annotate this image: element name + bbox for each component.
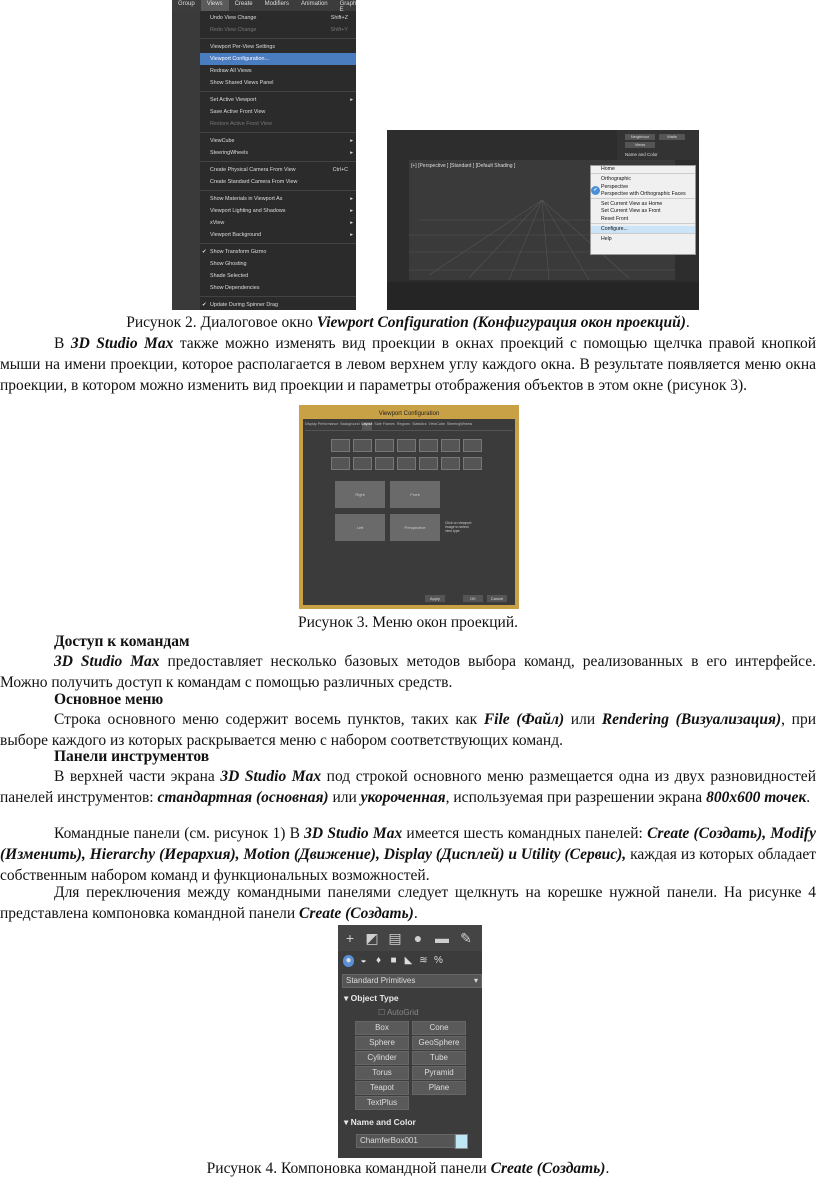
menu-modifiers[interactable]: Modifiers (264, 1, 289, 7)
layout-option[interactable] (397, 439, 416, 452)
torus-button[interactable]: Torus (355, 1066, 409, 1080)
pane-left[interactable]: Left (335, 514, 385, 541)
menu-item[interactable] (200, 258, 356, 270)
text-bold: Create (Создать), Modify (Изменить), Hierarchy (Иерархия), Motion (Движение), Display (Дисплей) и Utility (Сервис), (0, 825, 816, 863)
text-run: каждая из которых обладает собственным набором команд и функциональных возможностей. (0, 846, 816, 884)
check-icon: ✔ (591, 186, 600, 195)
menu-shortcut: Shift+Y (330, 27, 348, 33)
figure2-caption (0, 312, 816, 333)
walls-button[interactable]: Walls (659, 134, 685, 140)
neighbour-button[interactable]: Neighbour (625, 134, 655, 140)
layout-option[interactable] (375, 439, 394, 452)
paragraph-toolbars (0, 766, 816, 808)
text-run: . (413, 905, 418, 922)
text-bold: 3D Studio Max (220, 768, 322, 785)
paragraph-switching (0, 882, 816, 924)
menu-item[interactable] (200, 164, 356, 176)
color-swatch[interactable] (455, 1134, 468, 1149)
menu-item-label: SteeringWheels (210, 150, 249, 156)
menu-item-label: Show Transform Gizmo (210, 249, 267, 255)
collapse-icon: ▾ (344, 1117, 351, 1127)
menu-separator (200, 243, 356, 244)
menu-shortcut: Shift+Z (330, 15, 348, 21)
text-run: имеется шесть командных панелей: (402, 825, 648, 842)
check-icon: ✔ (202, 249, 207, 255)
text-run: предоставляет несколько базовых методов выбора команд, реализованных в его интерфейсе. Можно получить доступ к командам с помощью различных средств. (0, 653, 816, 691)
text-run: также можно изменять вид проекции в окнах проекций с помощью щелчка правой кнопкой мыши на имени проекции, которое располагается в левом верхнем углу каждого окна. В результате появляется меню окна проекции, в котором можно изменить вид проекции и параметры отображения объектов в этом окне (рисунок 3). (0, 335, 816, 394)
text-run: Строка основного меню содержит восемь пунктов, таких как (54, 711, 484, 728)
dialog-tab[interactable]: Safe Frames (374, 422, 395, 426)
textplus-button[interactable]: TextPlus (355, 1096, 409, 1110)
layout-option[interactable] (419, 457, 438, 470)
submenu-arrow-icon: ▸ (350, 208, 353, 214)
menu-item-label: Redraw All Views (210, 68, 252, 74)
text-bold: Rendering (Визуализация) (601, 711, 782, 728)
box-button[interactable]: Box (355, 1021, 409, 1035)
create-tab-plus-icon[interactable]: + (345, 930, 355, 946)
text-bold: 3D Studio Max (70, 335, 174, 352)
layout-option[interactable] (353, 457, 372, 470)
caption-end: . (685, 314, 690, 331)
layout-option[interactable] (441, 439, 460, 452)
layout-option[interactable] (441, 457, 460, 470)
text-bold: укороченная (360, 789, 446, 806)
display-tab-icon[interactable]: ▬ (435, 930, 449, 946)
layout-option[interactable] (463, 457, 482, 470)
context-menu-item[interactable]: Configure... (591, 226, 695, 233)
text-run: . (806, 789, 811, 806)
text-run: Для переключения между командными панелями следует щелкнуть на корешке нужной панели. На рисунке 4 представлена компоновка командной панели (0, 884, 816, 922)
submenu-arrow-icon: ▸ (350, 196, 353, 202)
menu-item[interactable] (200, 65, 356, 77)
menu-item[interactable] (200, 246, 356, 258)
menu-separator (200, 190, 356, 191)
viewport-configuration-dialog (299, 405, 519, 609)
dialog-tab[interactable]: SteeringWheels (446, 422, 473, 426)
menu-item[interactable] (200, 147, 356, 159)
dialog-tab[interactable]: ViewCube (428, 422, 445, 426)
menu-item[interactable] (200, 282, 356, 294)
sphere-button[interactable]: Sphere (355, 1036, 409, 1050)
name-color-rollout[interactable] (338, 1116, 482, 1129)
menu-item-label: Redo View Change (210, 27, 257, 33)
menu-item-label: Show Ghosting (210, 261, 247, 267)
text-bold: 3D Studio Max (304, 825, 403, 842)
systems-icon[interactable]: % (434, 955, 443, 966)
chevron-down-icon: ▾ (473, 976, 478, 985)
cancel-button[interactable]: Cancel (487, 595, 507, 602)
caption-bold: Viewport Configuration (Конфигурация окон проекций) (316, 314, 686, 331)
paragraph-main-menu (0, 709, 816, 751)
menu-separator (200, 296, 356, 297)
menu-item[interactable] (200, 135, 356, 147)
text-run: В (54, 335, 71, 352)
menu-item-label: Show Dependencies (210, 285, 260, 291)
context-menu-item[interactable]: Set Current View as Front (601, 208, 661, 215)
menu-item-label: Viewport Per-View Settings (210, 44, 276, 50)
check-icon: ✔ (202, 302, 207, 308)
object-type-rollout[interactable] (338, 992, 482, 1005)
viewport-label[interactable]: [+] [Perspective ] [Standard ] [Default Shading ] (411, 163, 516, 169)
menu-item-label: xView (210, 220, 225, 226)
context-menu-item[interactable]: Perspective (601, 183, 629, 190)
dialog-tab[interactable]: Regions (396, 422, 411, 426)
menu-item-label: Show Materials in Viewport As (210, 196, 283, 202)
apply-button[interactable]: Apply (425, 595, 445, 602)
paragraph-command-panels (0, 823, 816, 886)
layout-option[interactable] (353, 439, 372, 452)
menu-create[interactable]: Create (234, 1, 253, 7)
heading-access: Доступ к командам (54, 633, 190, 650)
menu-shortcut: Ctrl+C (332, 167, 348, 173)
dialog-tab[interactable]: Display Performance (305, 422, 339, 426)
cameras-icon[interactable]: ■ (390, 955, 397, 966)
heading-main-menu: Основное меню (54, 691, 164, 708)
text-bold: стандартная (основная) (157, 789, 329, 806)
menu-item-label: Viewport Background (210, 232, 262, 238)
autogrid-checkbox[interactable] (378, 1008, 419, 1017)
viewport-screenshot (387, 130, 699, 310)
dialog-tab[interactable]: Layout (362, 422, 373, 430)
space-warps-icon[interactable]: ≋ (419, 955, 428, 966)
lights-icon[interactable]: ♦ (375, 955, 382, 966)
menu-item[interactable] (200, 24, 356, 36)
menu-item[interactable] (200, 176, 356, 188)
context-menu-item[interactable]: Home (601, 166, 615, 172)
viewport-strip (172, 11, 200, 310)
menu-item-label: Update During Spinner Drag (210, 302, 279, 308)
dialog-tabs (305, 422, 513, 431)
primitives-dropdown[interactable] (342, 974, 482, 988)
menu-item[interactable] (200, 217, 356, 229)
views-menu-screenshot (172, 0, 356, 310)
utility-tab-wrench-icon[interactable]: ✎ (460, 930, 472, 946)
caption-end: . (605, 1160, 610, 1177)
menu-item[interactable] (200, 12, 356, 24)
rollout-title: Name and Color (350, 1117, 416, 1127)
text-run: , используемая при разрешении экрана (445, 789, 707, 806)
pane-perspective[interactable]: Perspective (390, 514, 440, 541)
text-run: В верхней части экрана (54, 768, 221, 785)
menu-item-label: Create Standard Camera From View (210, 179, 298, 185)
dialog-title: Viewport Configuration (303, 409, 515, 419)
pyramid-button[interactable]: Pyramid (412, 1066, 466, 1080)
submenu-arrow-icon: ▸ (350, 150, 353, 156)
layout-option[interactable] (331, 439, 350, 452)
helpers-icon[interactable]: ◣ (404, 955, 413, 966)
tube-button[interactable]: Tube (412, 1051, 466, 1065)
layout-option[interactable] (397, 457, 416, 470)
context-menu-item[interactable]: Perspective with Orthographic Faces (601, 190, 686, 197)
rollout-title: Object Type (350, 993, 399, 1003)
menu-item[interactable] (200, 205, 356, 217)
text-bold: 800х600 точек (706, 789, 807, 806)
menu-item[interactable] (200, 94, 356, 106)
timeline[interactable] (387, 282, 699, 310)
menu-separator (200, 161, 356, 162)
menu-item-label: Viewport Lighting and Shadows (210, 208, 286, 214)
text-bold: 3D Studio Max (54, 653, 160, 670)
paragraph-projection (0, 333, 816, 396)
menu-group[interactable]: Group (178, 1, 195, 7)
menu-item[interactable] (200, 77, 356, 89)
dialog-hint: Click on viewport image to select view type (445, 521, 472, 533)
menu-animation[interactable]: Animation (300, 1, 328, 7)
views-button[interactable]: Views (625, 142, 655, 148)
menu-item[interactable] (200, 106, 356, 118)
heading-toolbars: Панели инструментов (54, 748, 210, 765)
figure4-caption (0, 1158, 816, 1179)
menu-item[interactable] (200, 53, 356, 65)
layout-option[interactable] (463, 439, 482, 452)
submenu-arrow-icon: ▸ (350, 232, 353, 238)
menu-item[interactable] (200, 118, 356, 130)
menu-item[interactable] (200, 299, 356, 310)
shapes-icon[interactable]: ◒ (360, 955, 367, 966)
menu-item-label: Set Active Viewport (210, 97, 257, 103)
motion-tab-icon[interactable]: ● (413, 930, 423, 946)
caption-text: Рисунок 2. Диалоговое окно (126, 314, 317, 331)
menu-bar (172, 0, 356, 11)
context-menu-item[interactable]: Set Current View as Home (601, 201, 663, 208)
submenu-arrow-icon: ▸ (350, 97, 353, 103)
autogrid-label: AutoGrid (386, 1008, 419, 1017)
geometry-icon[interactable]: ● (343, 955, 354, 967)
menu-item[interactable] (200, 229, 356, 241)
text-bold: Create (Создать) (299, 905, 414, 922)
views-dropdown (200, 12, 356, 310)
name-color-section: Name and Color (625, 152, 658, 157)
hierarchy-tab-icon[interactable]: ▤ (388, 930, 402, 946)
dialog-tab[interactable]: Statistics (412, 422, 427, 426)
caption-text: Рисунок 4. Компоновка командной панели (206, 1160, 491, 1177)
right-panel (617, 130, 699, 160)
menu-item-label: Create Physical Camera From View (210, 167, 296, 173)
context-menu-item[interactable]: Help (601, 236, 612, 243)
menu-separator (200, 91, 356, 92)
layout-option[interactable] (375, 457, 394, 470)
menu-item-label: Undo View Change (210, 15, 257, 21)
collapse-icon: ▾ (344, 993, 351, 1003)
paragraph-access (0, 651, 816, 693)
menu-item-label: Restore Active Front View (210, 121, 272, 127)
caption-bold: Create (Создать) (490, 1160, 606, 1177)
ok-button[interactable]: OK (463, 595, 483, 602)
menu-item-label: ViewCube (210, 138, 235, 144)
create-command-panel (338, 925, 482, 1158)
submenu-arrow-icon: ▸ (350, 138, 353, 144)
modify-tab-icon[interactable]: ◩ (365, 930, 379, 946)
geosphere-button[interactable]: GeoSphere (412, 1036, 466, 1050)
text-run: или (564, 711, 602, 728)
pane-right[interactable]: Right (335, 481, 385, 508)
figure3-caption: Рисунок 3. Меню окон проекций. (297, 614, 519, 631)
text-bold: File (Файл) (483, 711, 565, 728)
menu-separator (200, 132, 356, 133)
menu-item-label: Show Shared Views Panel (210, 80, 274, 86)
menu-views[interactable]: Views (201, 0, 229, 11)
category-icons (338, 952, 482, 972)
context-menu-item[interactable]: Reset Front (601, 215, 629, 222)
text-run: или (328, 789, 361, 806)
layout-option[interactable] (331, 457, 350, 470)
dropdown-value: Standard Primitives (346, 976, 416, 985)
panel-tabs (338, 925, 482, 951)
menu-item-label: Viewport Configuration... (210, 56, 269, 62)
menu-item[interactable] (200, 41, 356, 53)
menu-separator (200, 38, 356, 39)
pane-front[interactable]: Front (390, 481, 440, 508)
context-menu-item[interactable]: Orthographic (601, 176, 631, 183)
menu-item[interactable] (200, 270, 356, 282)
cylinder-button[interactable]: Cylinder (355, 1051, 409, 1065)
menu-item-label: Shade Selected (210, 273, 249, 279)
object-name-field[interactable]: ChamferBox001 (356, 1134, 455, 1148)
layout-option[interactable] (419, 439, 438, 452)
plane-button[interactable]: Plane (412, 1081, 466, 1095)
submenu-arrow-icon: ▸ (350, 220, 353, 226)
menu-item-label: Save Active Front View (210, 109, 266, 115)
text-run: , при выборе каждого из которых раскрывается меню с набором соответствующих команд. (0, 711, 816, 749)
viewport-context-menu (590, 165, 696, 255)
menu-graph-editors[interactable]: Graph E (339, 1, 356, 13)
teapot-button[interactable]: Teapot (355, 1081, 409, 1095)
menu-item[interactable] (200, 193, 356, 205)
checkbox-icon: ☐ (378, 1008, 387, 1017)
text-run: под строкой основного меню размещается одна из двух разновидностей панелей инструментов: (0, 768, 816, 806)
cone-button[interactable]: Cone (412, 1021, 466, 1035)
text-run: Командные панели (см. рисунок 1) В (54, 825, 305, 842)
dialog-tab[interactable]: Background (340, 422, 360, 426)
